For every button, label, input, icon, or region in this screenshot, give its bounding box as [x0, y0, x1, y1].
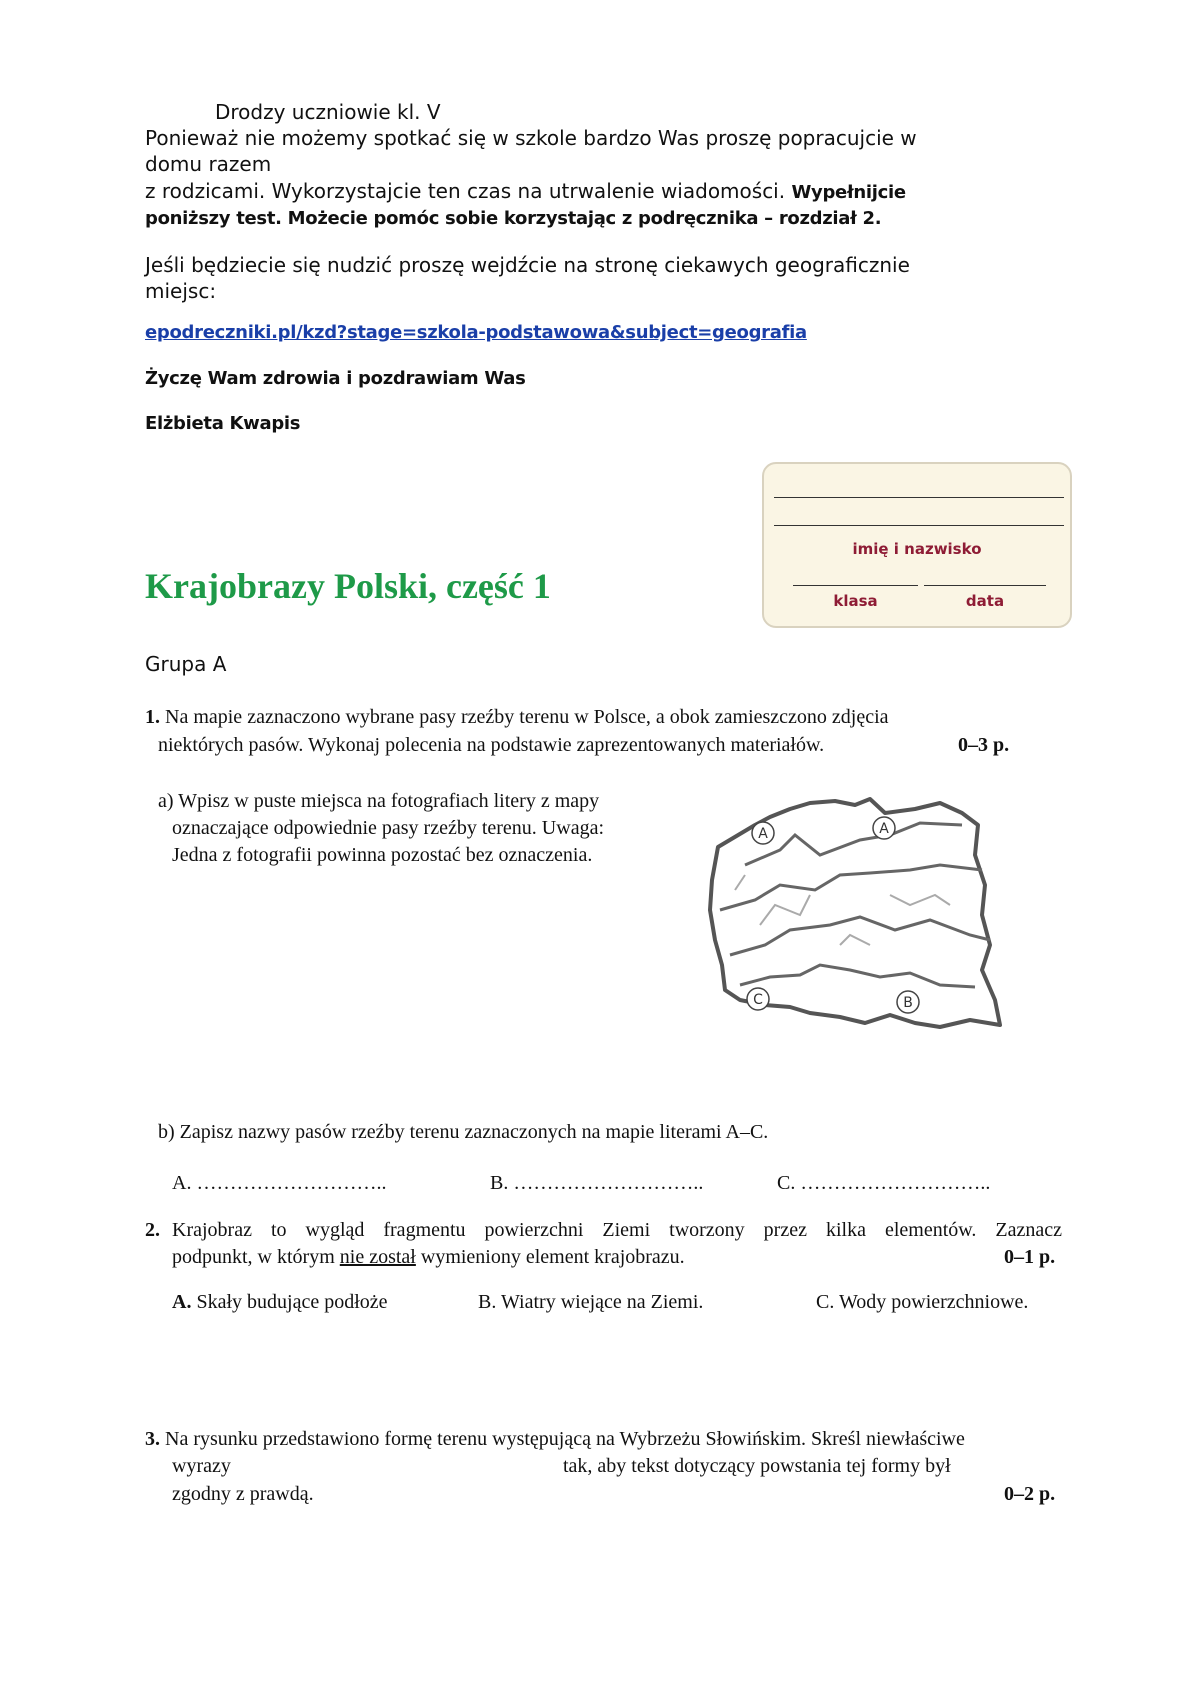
geography-link[interactable]: epodreczniki.pl/kzd?stage=szkola-podstawowa&subject=geografia [145, 322, 807, 343]
map-label-c: C [753, 992, 763, 1008]
q1-number: 1. [145, 706, 160, 728]
name-line-2[interactable] [774, 525, 1064, 526]
intro-line-3-text: z rodzicami. Wykorzystajcie ten czas na utrwalenie wiadomości. [145, 179, 786, 203]
intro-line-3 [145, 178, 906, 206]
date-label: data [965, 592, 1005, 610]
q1-text-1: Na mapie zaznaczono wybrane pasy rzeźby terenu w Polsce, a obok zamieszczono zdjęcia [165, 706, 889, 728]
q1-text-2: niektórych pasów. Wykonaj polecenia na podstawie zaprezentowanych materiałów. [158, 734, 825, 756]
intro-line-3-bold: Wypełnijcie [791, 182, 906, 203]
wish-text: Życzę Wam zdrowia i pozdrawiam Was [145, 368, 526, 389]
signature: Elżbieta Kwapis [145, 413, 301, 434]
q3-text-3: zgodny z prawdą. [172, 1483, 314, 1505]
q1b-answer-a[interactable]: A. ……………………….. [172, 1172, 387, 1194]
map-label-b: B [903, 995, 913, 1011]
q1a-line-3: Jedna z fotografii powinna pozostać bez oznaczenia. [172, 844, 593, 866]
map-label-a-2: A [879, 821, 889, 837]
map-label-a-1: A [758, 826, 768, 842]
intro-line-4: poniższy test. Możecie pomóc sobie korzystając z podręcznika – rozdział 2. [145, 208, 882, 229]
class-line[interactable] [793, 585, 918, 586]
q2-option-a[interactable] [172, 1288, 388, 1316]
student-info-card [762, 462, 1072, 628]
intro-line-1: Ponieważ nie możemy spotkać się w szkole bardzo Was proszę popracujcie w [145, 126, 917, 150]
group-label: Grupa A [145, 652, 227, 676]
q2-option-a-text: Skały budujące podłoże [191, 1291, 388, 1313]
intro-line-6: miejsc: [145, 279, 217, 303]
class-label: klasa [833, 592, 878, 610]
q2-option-b[interactable]: B. Wiatry wiejące na Ziemi. [478, 1291, 704, 1313]
q1b-answer-c[interactable]: C. ……………………….. [777, 1172, 991, 1194]
test-title: Krajobrazy Polski, część 1 [145, 566, 551, 606]
name-label: imię i nazwisko [852, 540, 982, 558]
q2-number-wrap [145, 1216, 160, 1244]
q2-number: 2. [145, 1219, 160, 1241]
greeting: Drodzy uczniowie kl. V [215, 100, 441, 124]
q3-line-1 [145, 1425, 965, 1453]
q1a-line-2: oznaczające odpowiednie pasy rzeźby terenu. Uwaga: [172, 817, 605, 839]
q2-text-2 [172, 1243, 685, 1271]
q2-text-2b: wymieniony element krajobrazu. [415, 1246, 685, 1268]
q1-points: 0–3 p. [958, 734, 1010, 756]
intro-line-2: domu razem [145, 152, 272, 176]
q2-text-2a: podpunkt, w którym [172, 1246, 340, 1268]
q2-points: 0–1 p. [1004, 1246, 1056, 1268]
map-minor-lines [735, 875, 950, 945]
q2-option-a-letter: A. [172, 1291, 192, 1313]
q2-option-c[interactable]: C. Wody powierzchniowe. [816, 1291, 1029, 1313]
name-line-1[interactable] [774, 497, 1064, 498]
date-line[interactable] [924, 585, 1046, 586]
q1a-line-1: a) Wpisz w puste miejsca na fotografiach litery z mapy [158, 790, 600, 812]
q3-points: 0–2 p. [1004, 1483, 1056, 1505]
q2-text-2-underlined: nie został [339, 1246, 416, 1268]
poland-relief-map [700, 795, 1025, 1035]
q3-text-1: Na rysunku przedstawiono formę terenu występującą na Wybrzeżu Słowińskim. Skreśl niewłaściwe [165, 1428, 965, 1450]
q2-text-1: Krajobraz to wygląd fragmentu powierzchni Ziemi tworzony przez kilka elementów. Zaznacz [172, 1219, 1062, 1241]
q1b-answer-b[interactable]: B. ……………………….. [490, 1172, 704, 1194]
q3-text-2a: wyrazy [172, 1455, 231, 1477]
intro-line-5: Jeśli będziecie się nudzić proszę wejdźcie na stronę ciekawych geograficznie [145, 253, 910, 277]
q3-text-2b: tak, aby tekst dotyczący powstania tej formy był [563, 1455, 951, 1477]
q1-line-1 [145, 703, 889, 731]
q3-number: 3. [145, 1428, 160, 1450]
q1b-text: b) Zapisz nazwy pasów rzeźby terenu zaznaczonych na mapie literami A–C. [158, 1121, 769, 1143]
